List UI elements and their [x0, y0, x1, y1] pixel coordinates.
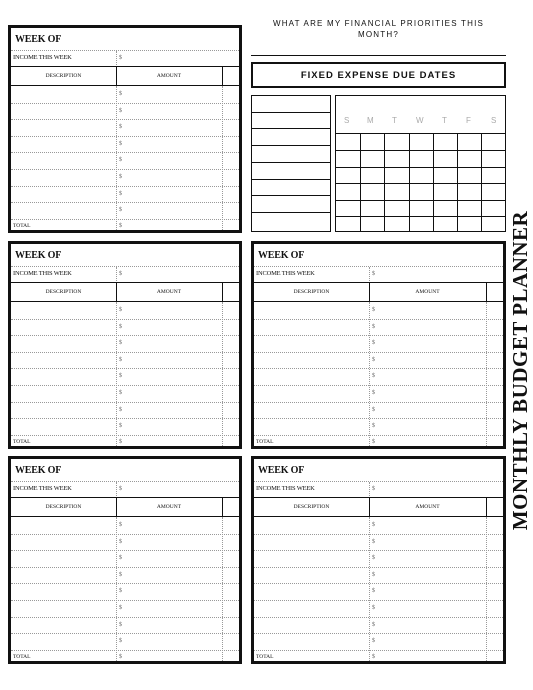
- list-line: [252, 179, 330, 180]
- list-line: [252, 162, 330, 163]
- currency-symbol: $: [119, 538, 122, 545]
- column-rule: [116, 86, 117, 230]
- table-row[interactable]: [11, 302, 239, 320]
- column-rule: [486, 283, 487, 301]
- column-rule: [369, 517, 370, 661]
- table-row[interactable]: [11, 534, 239, 552]
- table-row[interactable]: [254, 368, 503, 386]
- currency-symbol: $: [372, 555, 375, 562]
- table-row[interactable]: [11, 335, 239, 353]
- table-row[interactable]: [11, 418, 239, 436]
- calendar-day-header: S: [491, 116, 497, 125]
- currency-symbol: $: [372, 522, 375, 528]
- currency-symbol: $: [119, 307, 122, 313]
- currency-symbol: $: [372, 356, 375, 363]
- table-row[interactable]: [11, 517, 239, 535]
- currency-symbol: $: [119, 555, 122, 562]
- table-row[interactable]: [11, 136, 239, 154]
- amount-header: AMOUNT: [415, 504, 440, 510]
- currency-symbol: $: [119, 222, 122, 229]
- table-row[interactable]: [254, 583, 503, 601]
- currency-symbol: $: [372, 605, 375, 611]
- calendar-rule: [336, 150, 505, 151]
- currency-symbol: $: [372, 486, 375, 492]
- income-row[interactable]: [254, 481, 503, 498]
- currency-symbol: $: [119, 621, 122, 628]
- currency-symbol: $: [119, 406, 122, 413]
- column-rule: [369, 482, 370, 498]
- calendar-rule: [336, 133, 505, 134]
- list-line: [252, 128, 330, 129]
- currency-symbol: $: [372, 307, 375, 313]
- table-row[interactable]: [11, 119, 239, 137]
- calendar-day-header: W: [416, 116, 424, 125]
- table-row[interactable]: [11, 402, 239, 420]
- calendar-rule: [409, 133, 410, 231]
- column-rule: [222, 498, 223, 516]
- week-of-label: WEEK OF: [15, 465, 62, 476]
- column-rule: [369, 302, 370, 446]
- column-rule: [486, 517, 487, 661]
- amount-header: AMOUNT: [415, 289, 440, 295]
- currency-symbol: $: [372, 638, 375, 645]
- table-row[interactable]: [11, 319, 239, 337]
- amount-header: AMOUNT: [156, 73, 182, 79]
- calendar-rule: [360, 133, 361, 231]
- currency-symbol: $: [372, 423, 375, 430]
- table-row[interactable]: [11, 567, 239, 585]
- income-label: INCOME THIS WEEK: [13, 485, 72, 492]
- calendar-day-header: S: [344, 116, 350, 125]
- table-row[interactable]: [11, 152, 239, 170]
- column-rule: [222, 67, 223, 85]
- column-rule: [116, 482, 117, 498]
- description-header: DESCRIPTION: [45, 504, 82, 510]
- currency-symbol: $: [119, 522, 122, 528]
- list-line: [252, 112, 330, 113]
- table-row[interactable]: [11, 186, 239, 204]
- column-rule: [486, 498, 487, 516]
- week-block-2: [8, 241, 242, 449]
- currency-symbol: $: [119, 55, 122, 61]
- currency-symbol: $: [119, 438, 122, 445]
- total-label: TOTAL: [256, 438, 274, 445]
- list-line: [252, 195, 330, 196]
- currency-symbol: $: [119, 571, 122, 578]
- fixed-expense-title: FIXED EXPENSE DUE DATES: [251, 62, 506, 88]
- currency-symbol: $: [119, 356, 122, 363]
- calendar-rule: [336, 216, 505, 217]
- column-rule: [222, 86, 223, 230]
- calendar-rule: [384, 133, 385, 231]
- amount-header: AMOUNT: [156, 289, 182, 295]
- list-line: [252, 145, 330, 146]
- table-header: [11, 497, 239, 517]
- table-row[interactable]: [11, 202, 239, 220]
- currency-symbol: $: [372, 373, 375, 380]
- table-row[interactable]: [254, 534, 503, 552]
- currency-symbol: $: [372, 340, 375, 347]
- table-row[interactable]: [254, 517, 503, 535]
- currency-symbol: $: [119, 373, 122, 380]
- currency-symbol: $: [119, 271, 122, 277]
- total-label: TOTAL: [256, 653, 274, 660]
- income-row[interactable]: [11, 481, 239, 498]
- table-row[interactable]: [11, 352, 239, 370]
- income-label: INCOME THIS WEEK: [13, 54, 72, 61]
- table-row[interactable]: [254, 335, 503, 353]
- week-of-label: WEEK OF: [258, 465, 305, 476]
- column-rule: [116, 51, 117, 67]
- calendar-grid[interactable]: [335, 95, 506, 232]
- description-header: DESCRIPTION: [293, 504, 330, 510]
- table-row[interactable]: [11, 385, 239, 403]
- list-line: [252, 212, 330, 213]
- currency-symbol: $: [119, 340, 122, 347]
- income-label: INCOME THIS WEEK: [256, 485, 315, 492]
- week-block-3: [251, 241, 506, 449]
- table-row[interactable]: [254, 567, 503, 585]
- calendar-rule: [336, 167, 505, 168]
- table-row[interactable]: [254, 600, 503, 618]
- column-rule: [222, 517, 223, 661]
- table-row[interactable]: [254, 617, 503, 635]
- currency-symbol: $: [119, 207, 122, 214]
- column-rule: [222, 283, 223, 301]
- currency-symbol: $: [119, 423, 122, 430]
- currency-symbol: $: [119, 107, 122, 114]
- currency-symbol: $: [372, 271, 375, 277]
- total-label: TOTAL: [13, 222, 31, 229]
- table-row[interactable]: [254, 402, 503, 420]
- table-row[interactable]: [254, 550, 503, 568]
- table-row[interactable]: [11, 550, 239, 568]
- table-row[interactable]: [11, 633, 239, 651]
- table-row[interactable]: [254, 352, 503, 370]
- total-label: TOTAL: [13, 438, 31, 445]
- table-row[interactable]: [11, 368, 239, 386]
- income-row[interactable]: [11, 50, 239, 67]
- currency-symbol: $: [372, 390, 375, 396]
- table-row[interactable]: [254, 319, 503, 337]
- column-rule: [222, 302, 223, 446]
- currency-symbol: $: [119, 390, 122, 396]
- calendar-rule: [336, 200, 505, 201]
- currency-symbol: $: [372, 621, 375, 628]
- table-header: [11, 66, 239, 86]
- table-row[interactable]: [11, 600, 239, 618]
- currency-symbol: $: [119, 638, 122, 645]
- table-row[interactable]: [11, 86, 239, 104]
- currency-symbol: $: [119, 605, 122, 611]
- income-label: INCOME THIS WEEK: [256, 270, 315, 277]
- currency-symbol: $: [372, 653, 375, 660]
- table-header: [254, 497, 503, 517]
- calendar-day-header: T: [392, 116, 397, 125]
- calendar-day-header: M: [367, 116, 374, 125]
- currency-symbol: $: [372, 571, 375, 578]
- currency-symbol: $: [372, 323, 375, 330]
- income-row[interactable]: [254, 266, 503, 283]
- table-row[interactable]: [11, 583, 239, 601]
- week-of-label: WEEK OF: [15, 250, 62, 261]
- income-row[interactable]: [11, 266, 239, 283]
- table-row[interactable]: [254, 302, 503, 320]
- week-block-1: [8, 25, 242, 233]
- currency-symbol: $: [119, 486, 122, 492]
- table-row[interactable]: [11, 169, 239, 187]
- column-rule: [369, 267, 370, 283]
- currency-symbol: $: [372, 588, 375, 595]
- column-rule: [116, 267, 117, 283]
- calendar-rule: [457, 133, 458, 231]
- currency-symbol: $: [119, 323, 122, 330]
- week-block-5: [251, 456, 506, 664]
- currency-symbol: $: [119, 653, 122, 660]
- currency-symbol: $: [372, 438, 375, 445]
- currency-symbol: $: [119, 124, 122, 131]
- priorities-write-line[interactable]: [251, 55, 506, 56]
- table-row[interactable]: [254, 418, 503, 436]
- table-header: [254, 282, 503, 302]
- amount-header: AMOUNT: [156, 504, 182, 510]
- calendar-day-header: F: [466, 116, 471, 125]
- table-row[interactable]: [254, 385, 503, 403]
- currency-symbol: $: [119, 140, 122, 147]
- table-row[interactable]: [254, 633, 503, 651]
- table-row[interactable]: [11, 103, 239, 121]
- column-rule: [116, 302, 117, 446]
- currency-symbol: $: [372, 406, 375, 413]
- calendar-rule: [481, 133, 482, 231]
- priorities-prompt: WHAT ARE MY FINANCIAL PRIORITIES THIS MONTH?: [272, 19, 485, 39]
- description-header: DESCRIPTION: [293, 289, 330, 295]
- description-header: DESCRIPTION: [45, 73, 82, 79]
- calendar-rule: [433, 133, 434, 231]
- currency-symbol: $: [119, 174, 122, 180]
- total-label: TOTAL: [13, 653, 31, 660]
- table-row[interactable]: [11, 617, 239, 635]
- fixed-expense-list[interactable]: [251, 95, 331, 232]
- currency-symbol: $: [119, 190, 122, 197]
- week-of-label: WEEK OF: [258, 250, 305, 261]
- currency-symbol: $: [119, 588, 122, 595]
- calendar-day-header: T: [442, 116, 447, 125]
- income-label: INCOME THIS WEEK: [13, 270, 72, 277]
- column-rule: [116, 517, 117, 661]
- currency-symbol: $: [372, 538, 375, 545]
- table-header: [11, 282, 239, 302]
- week-of-label: WEEK OF: [15, 34, 62, 45]
- currency-symbol: $: [119, 91, 122, 97]
- description-header: DESCRIPTION: [45, 289, 82, 295]
- currency-symbol: $: [119, 157, 122, 164]
- calendar-rule: [336, 183, 505, 184]
- column-rule: [486, 302, 487, 446]
- week-block-4: [8, 456, 242, 664]
- side-title: MONTHLY BUDGET PLANNER: [508, 210, 533, 530]
